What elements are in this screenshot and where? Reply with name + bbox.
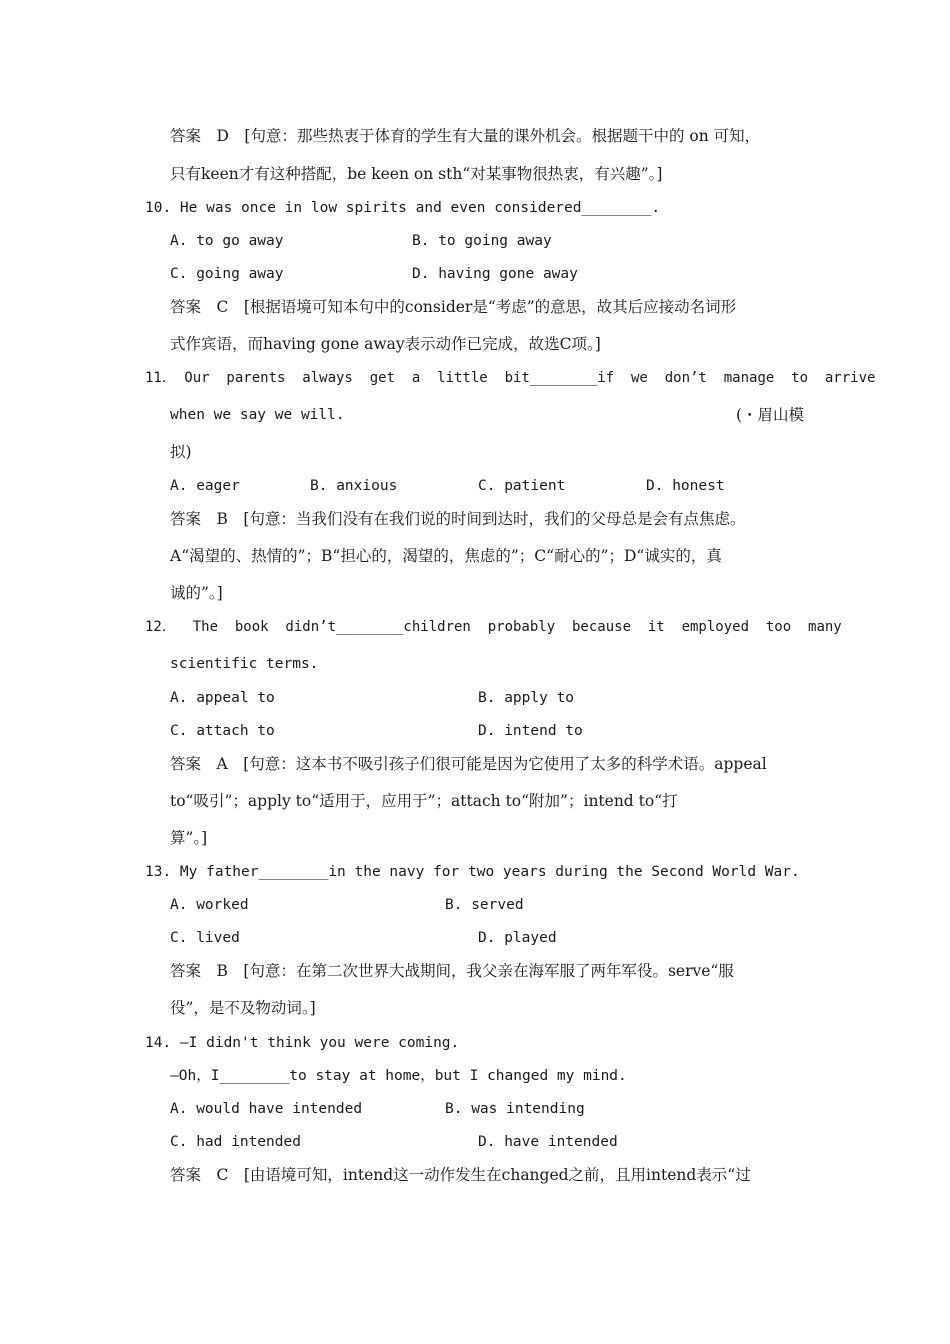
q13-option-c: C. lived xyxy=(170,930,240,946)
q11-answer-line-1: 答案 B [句意：当我们没有在我们说的时间到达时，我们的父母总是会有点焦虑。 xyxy=(170,510,746,528)
q11-source: (・眉山模 xyxy=(736,406,805,424)
q11-option-a: A. eager xyxy=(170,478,240,494)
q10-option-c: C. going away xyxy=(170,266,284,282)
q11-option-b: B. anxious xyxy=(310,478,398,494)
q11-source-cont: 拟) xyxy=(170,443,192,461)
q13-answer-line-1: 答案 B [句意：在第二次世界大战期间，我父亲在海军服了两年军役。serve“服 xyxy=(170,962,734,980)
q12-answer-line-1: 答案 A [句意：这本书不吸引孩子们很可能是因为它使用了太多的科学术语。appeal xyxy=(170,755,767,773)
q9-answer-line-1: 答案 D [句意：那些热衷于体育的学生有大量的课外机会。根据题干中的 on 可知， xyxy=(170,127,761,145)
q11-stem-line-2: when we say we will. xyxy=(170,407,345,423)
q14-option-b: B. was intending xyxy=(445,1101,585,1117)
q11-option-c: C. patient xyxy=(478,478,566,494)
q11-stem-line-1: 11． Our parents always get a little bit________if we don’t manage to arrive xyxy=(145,370,876,386)
q10-option-d: D. having gone away xyxy=(412,266,578,282)
q13-option-d: D. played xyxy=(478,930,557,946)
q12-option-d: D. intend to xyxy=(478,723,583,739)
q13-stem: 13. My father________in the navy for two years during the Second World War. xyxy=(145,864,800,880)
q12-stem-line-1: 12． The book didn’t________children probably because it employed too many xyxy=(145,619,842,635)
q14-stem-line-2: —Oh，I________to stay at home，but I changed my mind. xyxy=(170,1068,627,1084)
q12-option-b: B. apply to xyxy=(478,690,575,706)
q9-answer-line-2: 只有keen才有这种搭配，be keen on sth“对某事物很热衷，有兴趣”。] xyxy=(170,165,663,183)
q12-option-c: C. attach to xyxy=(170,723,275,739)
q11-answer-line-3: 诚的”。] xyxy=(170,584,223,602)
q14-option-d: D. have intended xyxy=(478,1134,618,1150)
q14-stem-line-1: 14. —I didn't think you were coming. xyxy=(145,1035,460,1051)
q11-option-d: D. honest xyxy=(646,478,725,494)
q14-answer-line-1: 答案 C [由语境可知，intend这一动作发生在changed之前，且用intend表示“过 xyxy=(170,1166,751,1184)
q10-option-a: A. to go away xyxy=(170,233,284,249)
q10-option-b: B. to going away xyxy=(412,233,552,249)
q14-option-a: A. would have intended xyxy=(170,1101,363,1117)
q13-answer-line-2: 役”，是不及物动词。] xyxy=(170,999,316,1017)
q12-answer-line-3: 算”。] xyxy=(170,829,208,847)
q11-answer-line-2: A“渴望的、热情的”；B“担心的，渴望的，焦虑的”；C“耐心的”；D“诚实的，真 xyxy=(170,547,722,565)
q10-answer-line-1: 答案 C [根据语境可知本句中的consider是“考虑”的意思，故其后应接动名词形 xyxy=(170,298,737,316)
q12-answer-line-2: to“吸引”；apply to“适用于，应用于”；attach to“附加”；intend to“打 xyxy=(170,792,678,810)
q13-option-a: A. worked xyxy=(170,897,249,913)
q10-stem: 10. He was once in low spirits and even considered________. xyxy=(145,200,661,216)
q12-stem-line-2: scientific terms. xyxy=(170,656,319,672)
q12-option-a: A. appeal to xyxy=(170,690,275,706)
q13-option-b: B. served xyxy=(445,897,524,913)
q10-answer-line-2: 式作宾语，而having gone away表示动作已完成，故选C项。] xyxy=(170,335,601,353)
q14-option-c: C. had intended xyxy=(170,1134,301,1150)
